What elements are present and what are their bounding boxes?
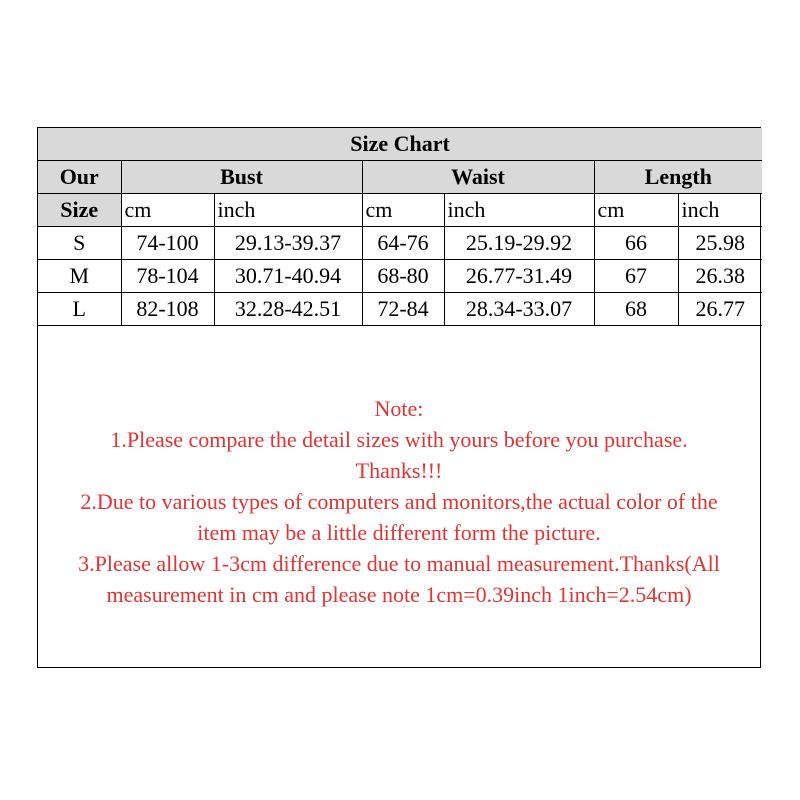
- table-title: Size Chart: [38, 128, 762, 161]
- table-cell: 28.34-33.07: [444, 293, 594, 326]
- note-line: item may be a little different form the picture.: [197, 520, 601, 545]
- size-label: L: [38, 293, 121, 326]
- table-row: [38, 227, 762, 260]
- table-cell: 67: [594, 260, 678, 293]
- table-cell: 68: [594, 293, 678, 326]
- size-header-bottom: Size: [38, 194, 121, 227]
- table-cell: 64-76: [362, 227, 444, 260]
- unit-cell: cm: [362, 194, 444, 227]
- note-line: measurement in cm and please note 1cm=0.39inch 1inch=2.54cm): [106, 582, 692, 607]
- unit-cell: inch: [444, 194, 594, 227]
- table-row: [38, 293, 762, 326]
- size-header-top: Our: [38, 161, 121, 194]
- bust-header: Bust: [121, 161, 362, 194]
- note-title: Note:: [374, 396, 424, 421]
- table-cell: 72-84: [362, 293, 444, 326]
- table-cell: 26.77-31.49: [444, 260, 594, 293]
- table-cell: 78-104: [121, 260, 214, 293]
- table-row: [38, 260, 762, 293]
- note-line: Thanks!!!: [355, 458, 443, 483]
- table-cell: 30.71-40.94: [214, 260, 362, 293]
- size-chart-table: [38, 128, 762, 326]
- unit-cell: inch: [678, 194, 762, 227]
- unit-cell: cm: [594, 194, 678, 227]
- note-block: [38, 393, 760, 610]
- size-label: S: [38, 227, 121, 260]
- waist-header: Waist: [362, 161, 594, 194]
- table-cell: 25.19-29.92: [444, 227, 594, 260]
- table-cell: 74-100: [121, 227, 214, 260]
- table-cell: 82-108: [121, 293, 214, 326]
- table-cell: 26.38: [678, 260, 762, 293]
- table-cell: 32.28-42.51: [214, 293, 362, 326]
- note-line: 3.Please allow 1-3cm difference due to manual measurement.Thanks(All: [78, 551, 720, 576]
- table-cell: 26.77: [678, 293, 762, 326]
- unit-cell: inch: [214, 194, 362, 227]
- table-cell: 66: [594, 227, 678, 260]
- table-cell: 25.98: [678, 227, 762, 260]
- table-cell: 68-80: [362, 260, 444, 293]
- size-label: M: [38, 260, 121, 293]
- note-line: 2.Due to various types of computers and monitors,the actual color of the: [80, 489, 718, 514]
- table-cell: 29.13-39.37: [214, 227, 362, 260]
- length-header: Length: [594, 161, 762, 194]
- note-line: 1.Please compare the detail sizes with yours before you purchase.: [110, 427, 688, 452]
- unit-cell: cm: [121, 194, 214, 227]
- size-chart-frame: [37, 127, 761, 668]
